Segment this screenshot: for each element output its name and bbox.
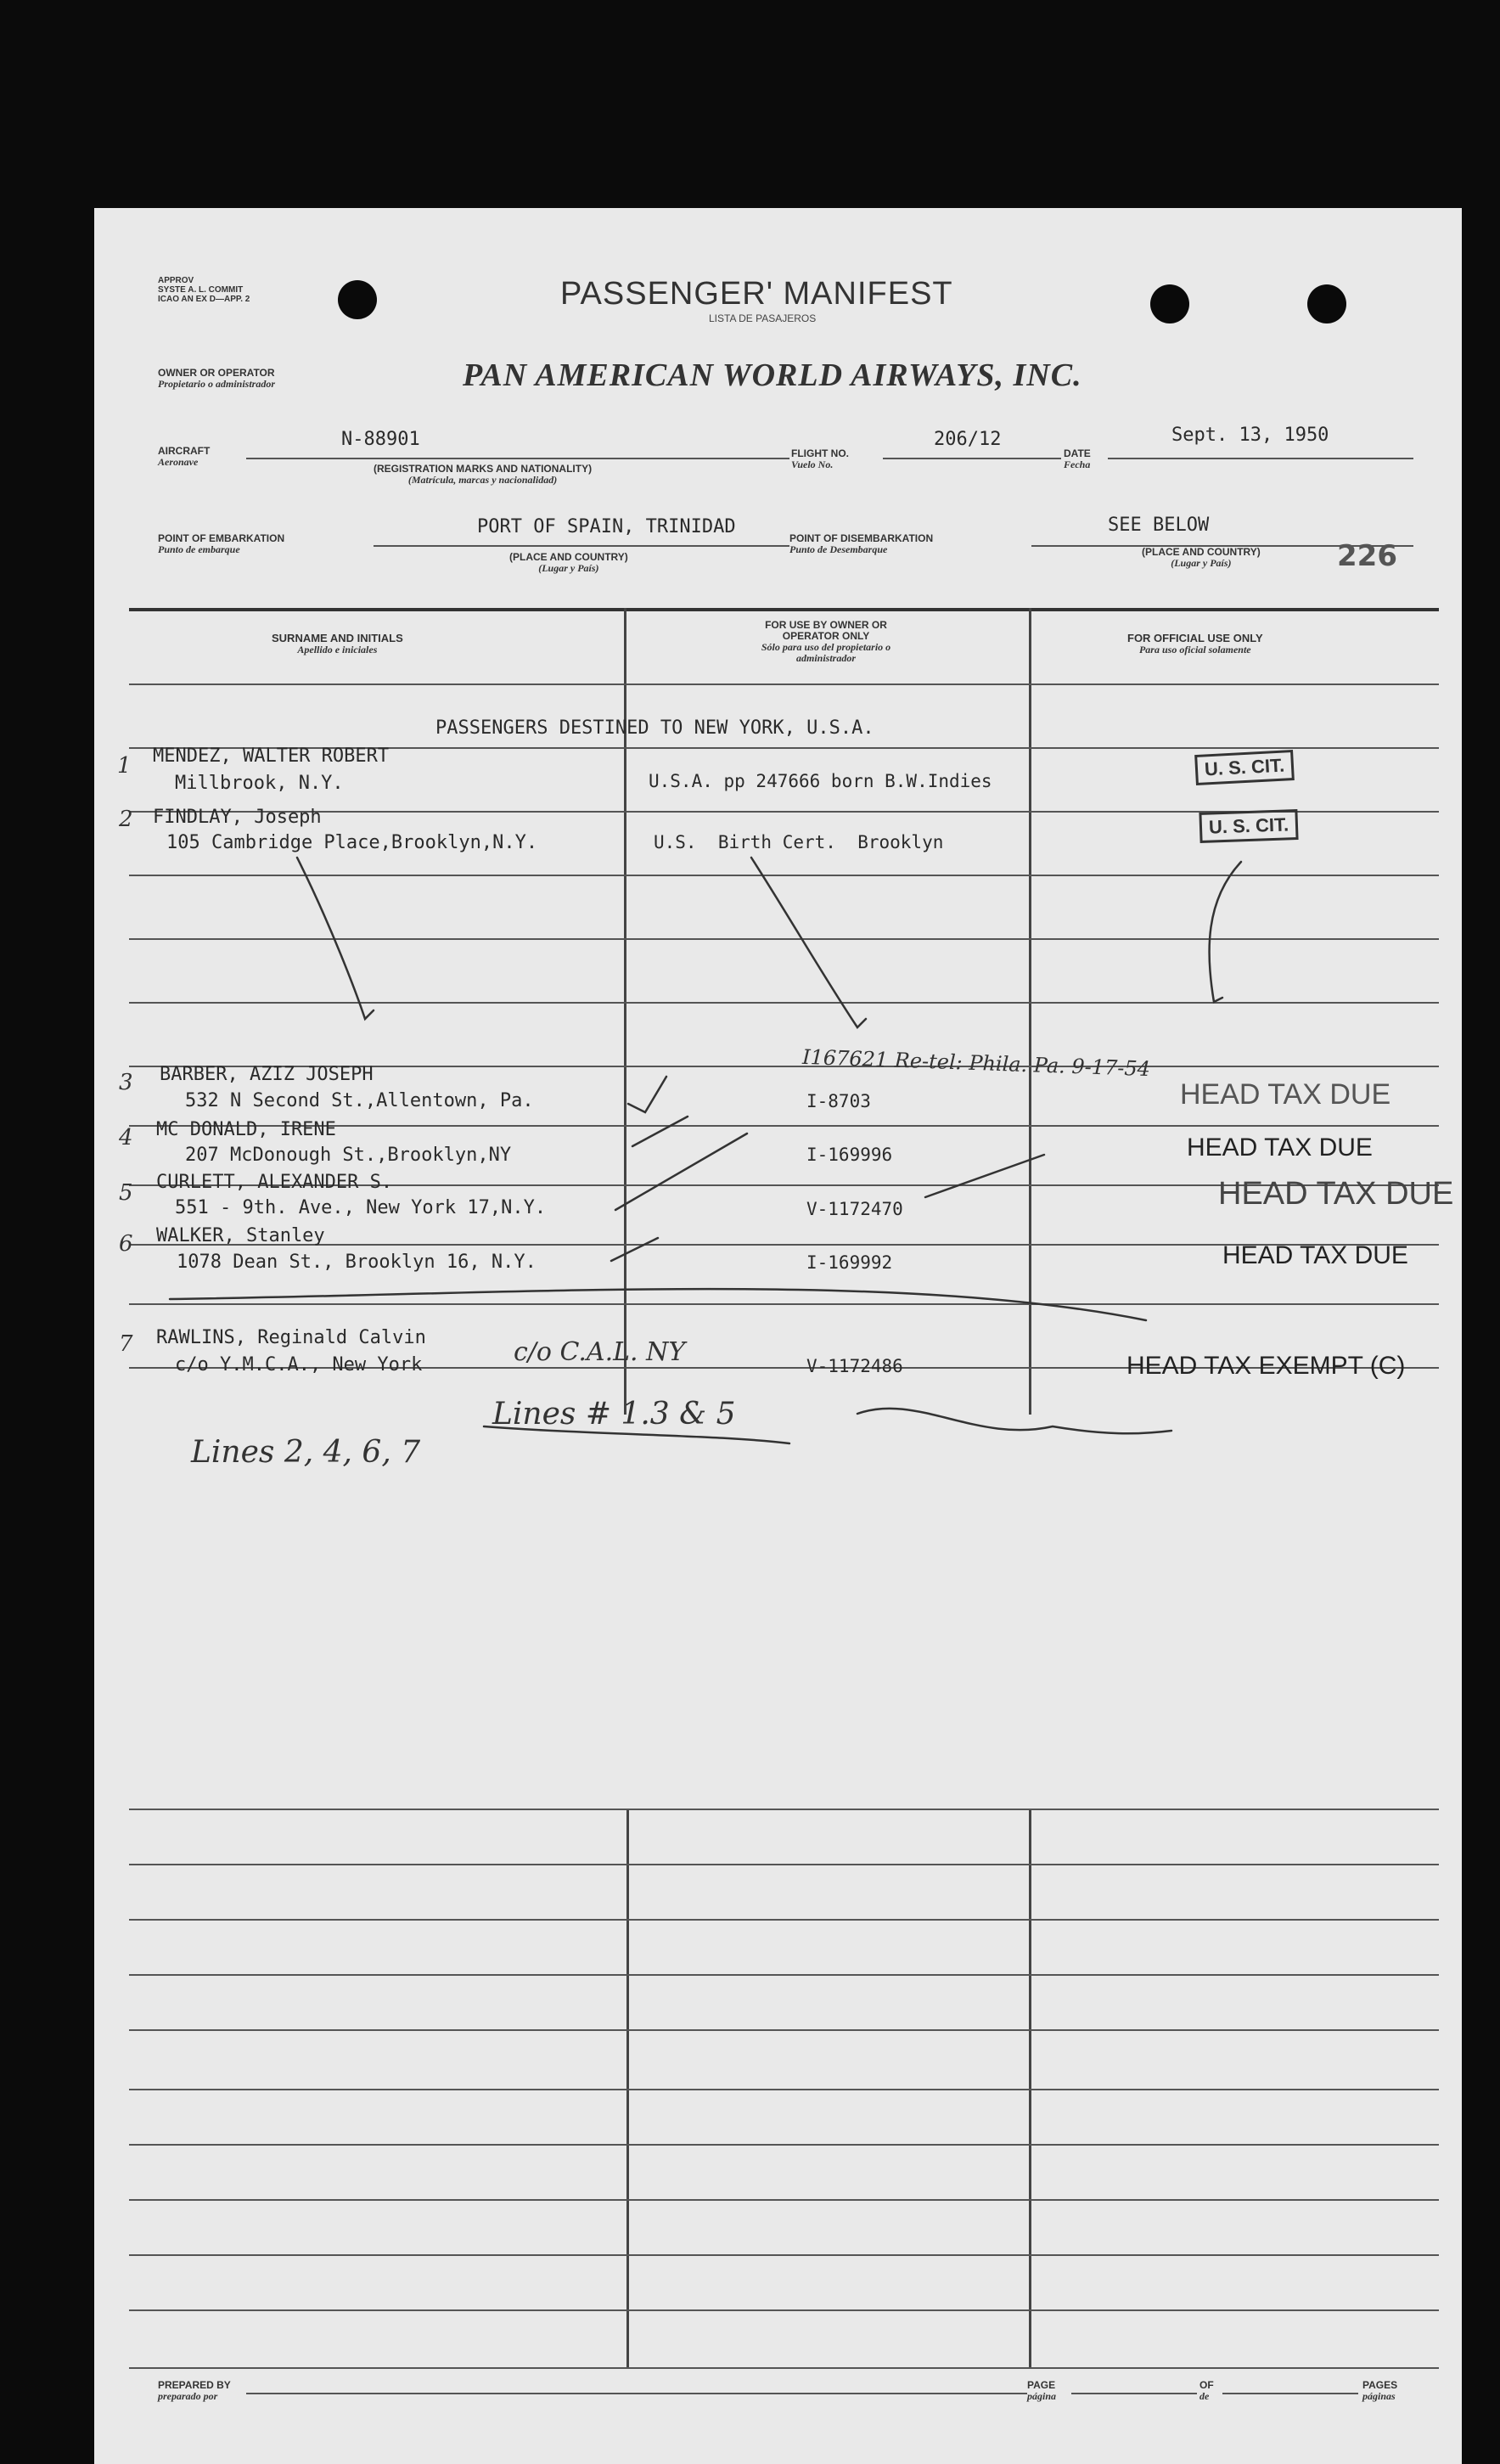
page-stamp-number: 226 (1337, 539, 1397, 573)
strike-mark (1210, 862, 1241, 1002)
passenger-address: Millbrook, N.Y. (175, 773, 344, 794)
passenger-operator-info: U.S. Birth Cert. Brooklyn (654, 832, 944, 852)
passenger-name: RAWLINS, Reginald Calvin (156, 1327, 426, 1348)
page-title: PASSENGER' MANIFEST (560, 276, 953, 312)
passenger-operator-info: V-1172486 (806, 1356, 903, 1376)
check-mark (628, 1077, 666, 1112)
ruled-line (129, 2367, 1439, 2369)
ruled-line (129, 2144, 1439, 2146)
head-tax-due-stamp: HEAD TAX DUE (1218, 1176, 1454, 1212)
column-header-official-es: Para uso oficial solamente (1138, 644, 1251, 655)
row-number: 4 (119, 1125, 133, 1150)
handwritten-lines-2-4-6-7: Lines 2, 4, 6, 7 (191, 1435, 421, 1470)
column-divider-2-lower (1029, 1809, 1031, 2367)
page-label (1027, 2380, 1056, 2402)
row-number: 1 (117, 753, 132, 779)
handwritten-rawlins-note: c/o C.A.L. NY (514, 1337, 686, 1367)
passenger-operator-info: I-169992 (806, 1252, 893, 1273)
disembark-value: SEE BELOW (1108, 515, 1210, 536)
embark-place-note-en: (PLACE AND COUNTRY) (509, 551, 628, 563)
signature-mark (484, 1426, 789, 1443)
prepared-by-label (158, 2380, 231, 2402)
ruled-line (129, 1864, 1439, 1865)
owner-label-en: OWNER OR OPERATOR (158, 367, 275, 379)
row-number: 3 (119, 1070, 133, 1095)
passenger-name: BARBER, AZIZ JOSEPH (160, 1064, 374, 1085)
column-header-operator-en: FOR USE BY OWNER OR OPERATOR ONLY (765, 619, 887, 642)
passenger-name: WALKER, Stanley (156, 1225, 325, 1246)
prepared-by-label-en: PREPARED BY (158, 2379, 231, 2391)
page-label-es: página (1027, 2390, 1057, 2402)
aircraft-label-es: Aeronave (158, 456, 199, 468)
passenger-name: MENDEZ, WALTER ROBERT (153, 745, 390, 767)
row-number: 2 (119, 807, 133, 832)
flight-label-en: FLIGHT NO. (791, 447, 849, 459)
check-mark (632, 1117, 688, 1146)
passenger-operator-info: V-1172470 (806, 1199, 903, 1219)
passenger-address: c/o Y.M.C.A., New York (175, 1354, 423, 1375)
handwritten-lines-1-3-5: Lines # 1.3 & 5 (492, 1397, 736, 1432)
section-heading: PASSENGERS DESTINED TO NEW YORK, U.S.A. (435, 717, 874, 739)
pages-label (1362, 2380, 1397, 2402)
column-header-surname-es: Apellido e iniciales (297, 644, 378, 655)
column-header-operator-es: Sólo para uso del propietario o administrador (761, 641, 891, 664)
registration-note-en: (REGISTRATION MARKS AND NATIONALITY) (374, 463, 593, 475)
strike-mark (751, 858, 866, 1027)
passenger-address: 105 Cambridge Place,Brooklyn,N.Y. (166, 832, 538, 853)
page-label-en: PAGE (1027, 2379, 1056, 2391)
registration-note-es: (Matrícula, marcas y nacionalidad) (407, 474, 558, 486)
handwritten-barber-note: I167621 Re-tel: Phila. Pa. 9-17-54 (801, 1044, 1151, 1082)
airline-name: PAN AMERICAN WORLD AIRWAYS, INC. (463, 357, 1082, 393)
disembark-place-note-en: (PLACE AND COUNTRY) (1142, 546, 1261, 558)
aircraft-label-en: AIRCRAFT (158, 445, 211, 457)
pages-label-en: PAGES (1362, 2379, 1398, 2391)
ruled-line (129, 2199, 1439, 2201)
embark-label-es: Punto de embarque (158, 543, 240, 555)
passenger-name: CURLETT, ALEXANDER S. (156, 1172, 393, 1193)
page-title-es: LISTA DE PASAJEROS (709, 312, 817, 324)
head-tax-due-stamp: HEAD TAX DUE (1180, 1078, 1391, 1111)
head-tax-exempt-stamp: HEAD TAX EXEMPT (C) (1126, 1352, 1406, 1380)
pages-label-es: páginas (1362, 2390, 1396, 2402)
column-header-surname-en: SURNAME AND INITIALS (272, 632, 403, 644)
of-label-en: OF (1199, 2379, 1214, 2391)
disembark-label-es: Punto de Desembarque (789, 543, 888, 555)
row-number: 7 (119, 1331, 133, 1357)
embark-place-note-es: (Lugar y País) (538, 562, 599, 574)
signature-mark (857, 1409, 1171, 1433)
column-divider-1-lower (626, 1809, 629, 2367)
ruled-line (129, 2029, 1439, 2031)
disembark-place-note-es: (Lugar y País) (1171, 557, 1232, 569)
approval-line-3: A. L. COMMIT (188, 285, 244, 295)
aircraft-value: N-88901 (341, 429, 420, 450)
page-underline (1071, 2393, 1197, 2394)
passenger-operator-info: U.S.A. pp 247666 born B.W.Indies (649, 771, 992, 791)
head-tax-due-stamp: HEAD TAX DUE (1187, 1134, 1373, 1162)
disembark-label-en: POINT OF DISEMBARKATION (789, 532, 934, 544)
of-underline (1222, 2393, 1358, 2394)
passenger-address: 207 McDonough St.,Brooklyn,NY (185, 1145, 512, 1166)
us-citizen-stamp: U. S. CIT. (1199, 809, 1298, 843)
date-value: Sept. 13, 1950 (1171, 425, 1329, 446)
approval-line-2: SYSTE (158, 285, 186, 295)
date-label-es: Fecha (1064, 458, 1091, 470)
us-citizen-stamp: U. S. CIT. (1194, 750, 1295, 785)
row-number: 5 (119, 1180, 133, 1206)
bracket-mark (170, 1289, 1146, 1320)
passenger-address: 551 - 9th. Ave., New York 17,N.Y. (175, 1197, 547, 1218)
of-label-es: de (1199, 2390, 1210, 2402)
embark-label-en: POINT OF EMBARKATION (158, 532, 285, 544)
date-label-en: DATE (1064, 447, 1091, 459)
ruled-line (129, 2309, 1439, 2311)
ruled-line (129, 1809, 1439, 1810)
ruled-line (129, 2254, 1439, 2256)
strike-mark (297, 858, 374, 1019)
passenger-name: MC DONALD, IRENE (156, 1119, 336, 1140)
column-header-official-en: FOR OFFICIAL USE ONLY (1127, 632, 1263, 644)
ruled-line (129, 1919, 1439, 1921)
passenger-name: FINDLAY, Joseph (153, 807, 322, 828)
ruled-line (129, 2089, 1439, 2090)
approval-line-1: APPROV (158, 276, 194, 285)
passenger-address: 532 N Second St.,Allentown, Pa. (185, 1090, 534, 1111)
check-mark (611, 1238, 658, 1261)
check-mark (925, 1155, 1044, 1197)
prepared-by-label-es: preparado por (158, 2390, 218, 2402)
owner-label-es: Propietario o administrador (158, 378, 276, 390)
approval-line-4: ICAO AN (158, 295, 194, 304)
prepared-by-underline (246, 2393, 1027, 2394)
embark-value: PORT OF SPAIN, TRINIDAD (477, 516, 736, 537)
passenger-operator-info: I-8703 (806, 1091, 871, 1111)
of-label (1199, 2380, 1214, 2402)
flight-label-es: Vuelo No. (791, 458, 834, 470)
passenger-address: 1078 Dean St., Brooklyn 16, N.Y. (177, 1252, 537, 1273)
passenger-operator-info: I-169996 (806, 1145, 893, 1165)
head-tax-due-stamp: HEAD TAX DUE (1222, 1241, 1408, 1269)
ruled-line (129, 1974, 1439, 1976)
approval-line-5: EX D—APP. 2 (195, 295, 250, 304)
row-number: 6 (119, 1231, 133, 1257)
flight-value: 206/12 (934, 429, 1002, 450)
